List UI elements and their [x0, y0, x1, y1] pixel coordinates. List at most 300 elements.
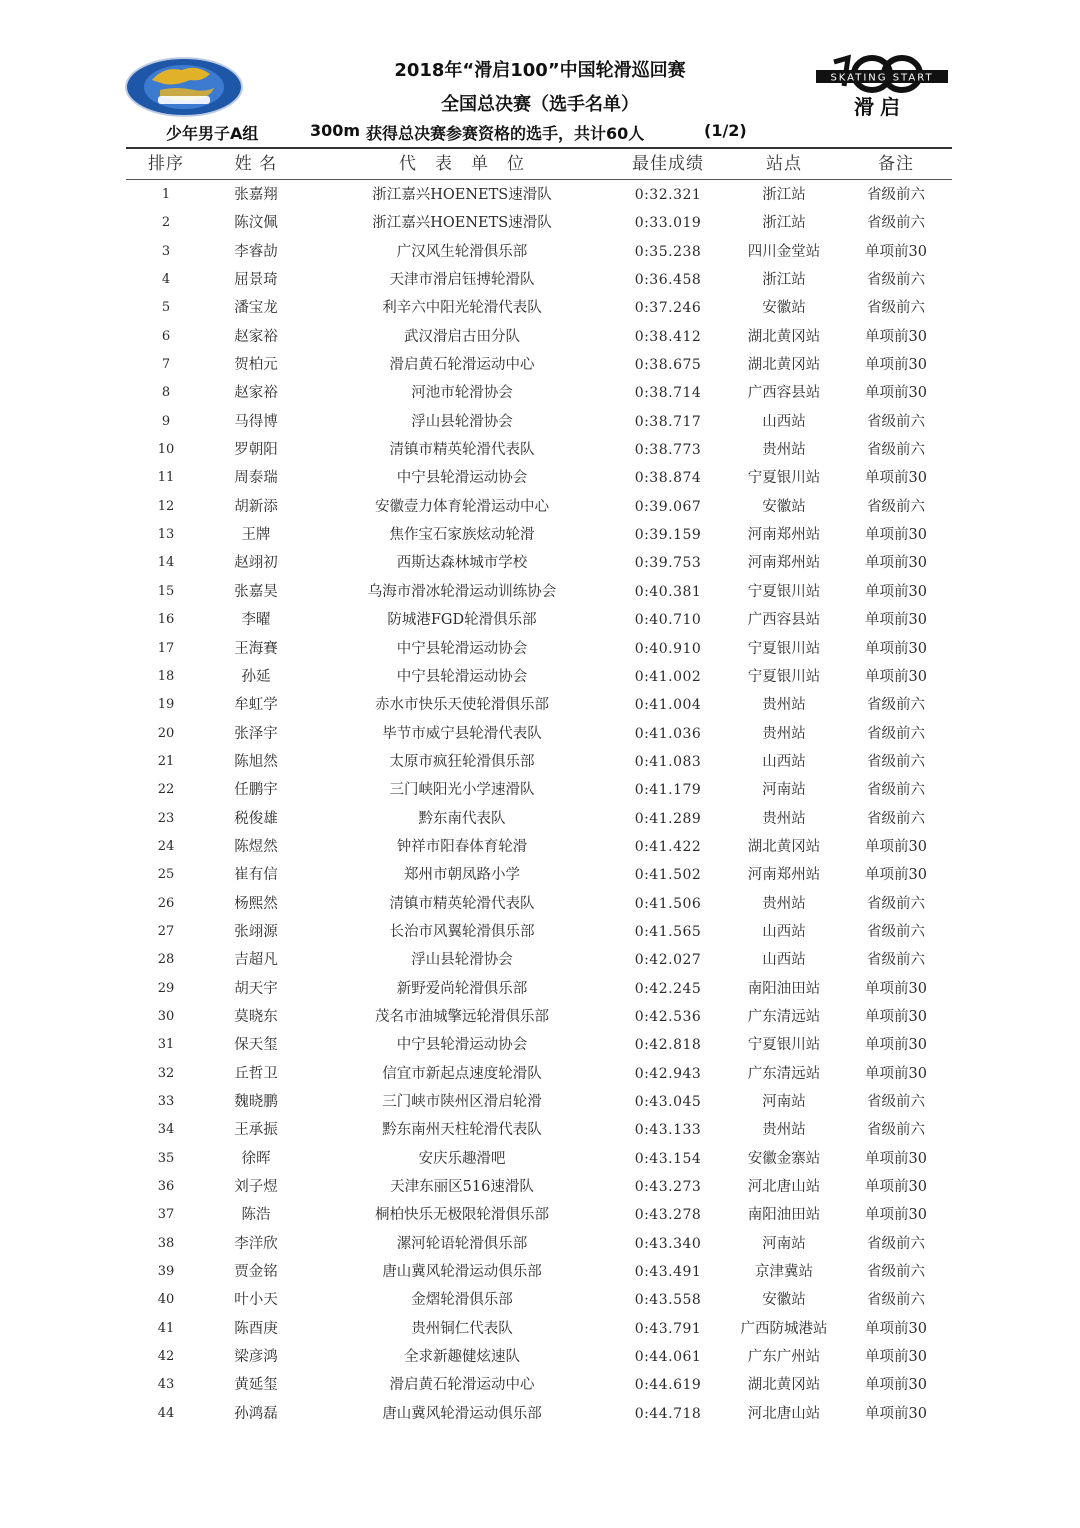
- rank-cell: 3: [161, 243, 171, 259]
- site-cell: 湖北黄冈站: [747, 838, 821, 855]
- table-row: [126, 266, 952, 294]
- unit-cell: 安徽壹力体育轮滑运动中心: [375, 498, 549, 515]
- unit-cell: 新野爱尚轮滑俱乐部: [396, 980, 528, 997]
- name-cell: 崔有信: [234, 867, 278, 884]
- site-cell: 山西站: [762, 923, 806, 940]
- site-cell: 贵州站: [762, 725, 806, 742]
- qualification-description: 获得总决赛参赛资格的选手，共计60人: [366, 124, 645, 143]
- rank-cell: 41: [157, 1320, 175, 1336]
- best-time-cell: 0:42.536: [634, 1008, 702, 1025]
- rank-cell: 34: [157, 1122, 175, 1138]
- best-time-cell: 0:41.083: [634, 753, 702, 770]
- note-cell: 单项前30: [865, 1179, 927, 1196]
- unit-cell: 西斯达森林城市学校: [396, 555, 528, 572]
- unit-cell: 钟祥市阳春体育轮滑: [396, 838, 528, 855]
- table-row: [126, 209, 952, 237]
- note-cell: 单项前30: [865, 838, 927, 855]
- name-cell: 孙鸿磊: [234, 1405, 278, 1422]
- unit-cell: 清镇市精英轮滑代表队: [389, 895, 535, 912]
- note-cell: 省级前六: [867, 1292, 925, 1309]
- brand-chinese-text: 滑启: [854, 95, 906, 119]
- rank-cell: 33: [157, 1094, 175, 1109]
- site-cell: 贵州站: [762, 697, 806, 714]
- note-cell: 单项前30: [865, 1207, 927, 1224]
- name-cell: 贺柏元: [234, 357, 278, 374]
- name-cell: 赵家裕: [234, 385, 278, 402]
- note-cell: 单项前30: [865, 867, 927, 884]
- rank-cell: 29: [157, 980, 175, 996]
- unit-cell: 全求新趣健炫速队: [404, 1349, 520, 1366]
- rank-cell: 31: [157, 1037, 175, 1053]
- best-time-cell: 0:39.067: [634, 498, 702, 515]
- rank-cell: 16: [157, 612, 175, 628]
- table-row: [126, 975, 952, 1003]
- rank-cell: 24: [157, 838, 175, 854]
- rank-cell: 23: [157, 810, 175, 826]
- best-time-cell: 0:38.717: [634, 413, 702, 430]
- site-cell: 浙江站: [762, 215, 806, 232]
- note-cell: 单项前30: [865, 1008, 927, 1025]
- unit-cell: 中宁县轮滑运动协会: [396, 470, 528, 487]
- note-cell: 省级前六: [867, 952, 925, 969]
- note-cell: 省级前六: [867, 697, 925, 714]
- table-row: [126, 181, 952, 209]
- column-header-rank: 排序: [148, 154, 184, 174]
- note-cell: 省级前六: [867, 1122, 925, 1139]
- table-row: [126, 1400, 952, 1428]
- unit-cell: 武汉滑启古田分队: [404, 328, 520, 345]
- rank-cell: 43: [157, 1377, 175, 1393]
- rank-cell: 14: [157, 555, 175, 571]
- note-cell: 省级前六: [867, 895, 925, 912]
- best-time-cell: 0:41.004: [634, 697, 702, 714]
- rank-cell: 1: [161, 187, 171, 202]
- note-cell: 省级前六: [867, 1264, 925, 1281]
- site-cell: 安徽站: [762, 498, 806, 515]
- rank-cell: 7: [161, 357, 171, 373]
- rank-cell: 40: [157, 1292, 175, 1308]
- rank-cell: 2: [161, 215, 171, 231]
- note-cell: 单项前30: [865, 1150, 927, 1167]
- note-cell: 省级前六: [867, 810, 925, 827]
- note-cell: 省级前六: [867, 300, 925, 317]
- name-cell: 黄延玺: [234, 1377, 278, 1394]
- unit-cell: 长治市风翼轮滑俱乐部: [389, 923, 535, 940]
- name-cell: 牟虹学: [234, 697, 278, 714]
- best-time-cell: 0:41.506: [634, 895, 702, 912]
- best-time-cell: 0:43.278: [634, 1207, 702, 1224]
- name-cell: 陈煜然: [234, 838, 278, 855]
- note-cell: 单项前30: [865, 555, 927, 572]
- note-cell: 省级前六: [867, 753, 925, 770]
- table-row: [126, 1145, 952, 1173]
- site-cell: 宁夏银川站: [747, 640, 821, 657]
- best-time-cell: 0:43.154: [634, 1150, 702, 1167]
- name-cell: 陈浩: [241, 1207, 271, 1224]
- note-cell: 省级前六: [867, 498, 925, 515]
- note-cell: 单项前30: [865, 640, 927, 657]
- best-time-cell: 0:38.714: [634, 385, 702, 402]
- table-row: [126, 805, 952, 833]
- table-top-rule: [126, 147, 952, 149]
- unit-cell: 浙江嘉兴HOENETS速滑队: [372, 187, 552, 203]
- name-cell: 陈汶佩: [234, 215, 278, 232]
- rank-cell: 28: [157, 952, 175, 968]
- table-row: [126, 833, 952, 861]
- table-row: [126, 1201, 952, 1229]
- name-cell: 贾金铭: [234, 1264, 278, 1281]
- rank-cell: 20: [157, 725, 175, 741]
- note-cell: 单项前30: [865, 243, 927, 260]
- site-cell: 安徽站: [762, 1292, 806, 1309]
- best-time-cell: 0:42.027: [634, 952, 702, 969]
- unit-cell: 浮山县轮滑协会: [411, 952, 513, 969]
- site-cell: 山西站: [762, 413, 806, 430]
- site-cell: 河南站: [762, 1094, 806, 1110]
- site-cell: 四川金堂站: [747, 243, 821, 260]
- table-header: [126, 150, 952, 178]
- best-time-cell: 0:43.491: [634, 1264, 702, 1281]
- document-subtitle: 全国总决赛（选手名单）: [441, 94, 639, 115]
- site-cell: 广东清远站: [747, 1008, 821, 1025]
- name-cell: 李曜: [241, 612, 271, 629]
- note-cell: 省级前六: [867, 413, 925, 430]
- rank-cell: 19: [157, 697, 175, 713]
- best-time-cell: 0:41.179: [634, 782, 702, 799]
- page-indicator: (1/2): [704, 121, 747, 140]
- best-time-cell: 0:43.045: [634, 1094, 702, 1110]
- best-time-cell: 0:43.791: [634, 1320, 702, 1337]
- table-row: [126, 464, 952, 492]
- distance-label: 300m: [310, 121, 361, 140]
- document-title: 2018年“滑启100”中国轮滑巡回赛: [394, 60, 686, 81]
- unit-cell: 太原市疯狂轮滑俱乐部: [389, 753, 535, 770]
- name-cell: 王承振: [234, 1122, 278, 1139]
- rank-cell: 37: [157, 1207, 175, 1223]
- name-cell: 潘宝龙: [234, 300, 278, 317]
- rank-cell: 42: [157, 1349, 175, 1365]
- name-cell: 张翊源: [234, 923, 278, 940]
- name-cell: 张嘉翔: [234, 187, 278, 203]
- site-cell: 湖北黄冈站: [747, 1377, 821, 1394]
- unit-cell: 唐山冀风轮滑运动俱乐部: [382, 1405, 542, 1422]
- table-row: [126, 776, 952, 804]
- rank-cell: 32: [157, 1065, 175, 1081]
- unit-cell: 天津东丽区516速滑队: [390, 1179, 534, 1196]
- column-header-unit: 代 表 单 位: [399, 154, 525, 174]
- best-time-cell: 0:42.943: [634, 1065, 702, 1082]
- table-row: [126, 748, 952, 776]
- note-cell: 单项前30: [865, 357, 927, 374]
- table-row: [126, 720, 952, 748]
- name-cell: 刘子煜: [234, 1179, 278, 1196]
- site-cell: 贵州站: [762, 895, 806, 912]
- rank-cell: 9: [161, 413, 171, 429]
- best-time-cell: 0:41.502: [634, 867, 702, 884]
- note-cell: 省级前六: [867, 442, 925, 459]
- name-cell: 胡天宇: [234, 980, 278, 997]
- name-cell: 屈景琦: [234, 272, 278, 289]
- name-cell: 杨熙然: [234, 895, 278, 912]
- unit-cell: 中宁县轮滑运动协会: [396, 668, 528, 685]
- site-cell: 湖北黄冈站: [747, 328, 821, 345]
- unit-cell: 广汉风生轮滑俱乐部: [396, 243, 528, 260]
- rank-cell: 27: [157, 923, 175, 939]
- best-time-cell: 0:40.710: [634, 612, 702, 629]
- column-header-site: 站点: [766, 154, 802, 174]
- unit-cell: 焦作宝石家族炫动轮滑: [389, 527, 535, 544]
- rank-cell: 22: [157, 782, 175, 798]
- unit-cell: 天津市滑启钰搏轮滑队: [389, 272, 535, 289]
- name-cell: 胡新添: [234, 498, 278, 515]
- table-row: [126, 493, 952, 521]
- column-header-name: 姓 名: [234, 154, 278, 174]
- table-row: [126, 408, 952, 436]
- rank-cell: 4: [161, 272, 171, 288]
- unit-cell: 中宁县轮滑运动协会: [396, 1037, 528, 1054]
- site-cell: 南阳油田站: [747, 980, 821, 997]
- note-cell: 单项前30: [865, 980, 927, 997]
- best-time-cell: 0:41.565: [634, 923, 702, 940]
- site-cell: 湖北黄冈站: [747, 357, 821, 374]
- table-row: [126, 946, 952, 974]
- site-cell: 宁夏银川站: [747, 583, 821, 600]
- column-header-best-time: 最佳成绩: [632, 154, 704, 174]
- unit-cell: 滑启黄石轮滑运动中心: [389, 1377, 535, 1394]
- unit-cell: 信宜市新起点速度轮滑队: [382, 1065, 542, 1082]
- unit-cell: 清镇市精英轮滑代表队: [389, 442, 535, 459]
- best-time-cell: 0:42.245: [634, 980, 702, 997]
- rank-cell: 18: [157, 668, 175, 684]
- name-cell: 吉超凡: [234, 952, 278, 969]
- best-time-cell: 0:44.619: [634, 1377, 702, 1394]
- rank-cell: 21: [157, 753, 175, 769]
- note-cell: 省级前六: [867, 923, 925, 940]
- best-time-cell: 0:43.133: [634, 1122, 702, 1139]
- site-cell: 广西容县站: [747, 612, 821, 629]
- group-label: 少年男子A组: [166, 124, 259, 143]
- rank-cell: 30: [157, 1008, 175, 1024]
- name-cell: 王海賽: [234, 640, 278, 657]
- name-cell: 徐晖: [241, 1150, 271, 1167]
- site-cell: 广东清远站: [747, 1065, 821, 1082]
- best-time-cell: 0:39.753: [634, 555, 702, 572]
- table-row: [126, 663, 952, 691]
- unit-cell: 三门峡市陕州区滑启轮滑: [382, 1094, 542, 1110]
- name-cell: 马得博: [234, 413, 278, 430]
- rank-cell: 35: [157, 1150, 175, 1166]
- rank-cell: 25: [157, 867, 175, 883]
- site-cell: 山西站: [762, 753, 806, 770]
- table-row: [126, 1060, 952, 1088]
- note-cell: 省级前六: [867, 725, 925, 742]
- site-cell: 宁夏银川站: [747, 668, 821, 685]
- table-row: [126, 691, 952, 719]
- note-cell: 单项前30: [865, 470, 927, 487]
- table-row: [126, 1088, 952, 1116]
- best-time-cell: 0:35.238: [634, 243, 702, 260]
- rank-cell: 38: [157, 1235, 175, 1251]
- unit-cell: 三门峡阳光小学速滑队: [389, 782, 535, 799]
- best-time-cell: 0:32.321: [634, 187, 702, 203]
- rank-cell: 8: [161, 385, 171, 401]
- table-row: [126, 1371, 952, 1399]
- rank-cell: 6: [161, 328, 171, 344]
- best-time-cell: 0:38.773: [634, 442, 702, 459]
- table-row: [126, 521, 952, 549]
- site-cell: 南阳油田站: [747, 1207, 821, 1224]
- best-time-cell: 0:38.412: [634, 328, 702, 345]
- rank-cell: 39: [157, 1264, 175, 1280]
- name-cell: 赵家裕: [234, 328, 278, 345]
- site-cell: 河北唐山站: [747, 1405, 821, 1422]
- table-row: [126, 635, 952, 663]
- unit-cell: 赤水市快乐天使轮滑俱乐部: [375, 697, 549, 714]
- site-cell: 河南郑州站: [747, 527, 821, 544]
- note-cell: 省级前六: [867, 272, 925, 289]
- table-row: [126, 1258, 952, 1286]
- name-cell: 王牌: [241, 527, 271, 544]
- site-cell: 浙江站: [762, 187, 806, 203]
- rank-cell: 26: [157, 895, 175, 911]
- unit-cell: 郑州市朝凤路小学: [404, 867, 520, 884]
- site-cell: 贵州站: [762, 1122, 806, 1139]
- unit-cell: 金熠轮滑俱乐部: [411, 1292, 513, 1309]
- unit-cell: 河池市轮滑协会: [411, 385, 513, 402]
- rank-cell: 5: [161, 300, 171, 316]
- note-cell: 单项前30: [865, 1320, 927, 1337]
- site-cell: 河南站: [762, 1235, 806, 1252]
- site-cell: 河南郑州站: [747, 867, 821, 884]
- rank-cell: 12: [157, 498, 175, 514]
- unit-cell: 浙江嘉兴HOENETS速滑队: [372, 215, 552, 232]
- best-time-cell: 0:37.246: [634, 300, 702, 317]
- site-cell: 山西站: [762, 952, 806, 969]
- site-cell: 安徽金寨站: [747, 1150, 821, 1167]
- note-cell: 单项前30: [865, 1349, 927, 1366]
- table-row: [126, 351, 952, 379]
- table-row: [126, 606, 952, 634]
- best-time-cell: 0:44.718: [634, 1405, 702, 1422]
- site-cell: 浙江站: [762, 272, 806, 289]
- best-time-cell: 0:33.019: [634, 215, 702, 232]
- rank-cell: 17: [157, 640, 175, 656]
- unit-cell: 桐柏快乐无极限轮滑俱乐部: [375, 1207, 549, 1224]
- site-cell: 宁夏银川站: [747, 470, 821, 487]
- unit-cell: 安庆乐趣滑吧: [418, 1150, 506, 1167]
- best-time-cell: 0:38.675: [634, 357, 702, 374]
- name-cell: 李洋欣: [234, 1235, 278, 1252]
- unit-cell: 贵州铜仁代表队: [411, 1320, 513, 1337]
- note-cell: 单项前30: [865, 612, 927, 629]
- name-cell: 陈旭然: [234, 753, 278, 770]
- header-rule: [126, 179, 952, 180]
- name-cell: 罗朝阳: [234, 442, 278, 459]
- unit-cell: 滑启黄石轮滑运动中心: [389, 357, 535, 374]
- best-time-cell: 0:36.458: [634, 272, 702, 289]
- name-cell: 李睿劼: [234, 243, 278, 260]
- unit-cell: 黔东南代表队: [418, 810, 506, 827]
- best-time-cell: 0:40.381: [634, 583, 702, 600]
- table-row: [126, 1230, 952, 1258]
- best-time-cell: 0:41.289: [634, 810, 702, 827]
- site-cell: 河南郑州站: [747, 555, 821, 572]
- unit-cell: 毕节市威宁县轮滑代表队: [382, 725, 542, 742]
- best-time-cell: 0:41.002: [634, 668, 702, 685]
- brand-english-text: SKATING START: [830, 72, 934, 84]
- rank-cell: 10: [157, 442, 175, 458]
- table-row: [126, 323, 952, 351]
- name-cell: 丘哲卫: [234, 1065, 278, 1082]
- best-time-cell: 0:43.340: [634, 1235, 702, 1252]
- note-cell: 单项前30: [865, 1377, 927, 1394]
- table-row: [126, 379, 952, 407]
- site-cell: 广西容县站: [747, 385, 821, 402]
- column-header-note: 备注: [878, 154, 914, 174]
- table-row: [126, 1286, 952, 1314]
- unit-cell: 浮山县轮滑协会: [411, 413, 513, 430]
- group-info-line: [0, 121, 1080, 145]
- unit-cell: 中宁县轮滑运动协会: [396, 640, 528, 657]
- site-cell: 贵州站: [762, 442, 806, 459]
- note-cell: 省级前六: [867, 215, 925, 232]
- unit-cell: 乌海市滑冰轮滑运动训练协会: [367, 583, 557, 600]
- unit-cell: 茂名市油城擎远轮滑俱乐部: [375, 1008, 549, 1025]
- name-cell: 赵翊初: [234, 555, 278, 572]
- rank-cell: 13: [157, 527, 175, 543]
- unit-cell: 唐山冀风轮滑运动俱乐部: [382, 1264, 542, 1281]
- note-cell: 省级前六: [867, 1094, 925, 1110]
- site-cell: 广东广州站: [747, 1349, 821, 1366]
- unit-cell: 防城港FGD轮滑俱乐部: [387, 612, 537, 629]
- best-time-cell: 0:43.558: [634, 1292, 702, 1309]
- table-row: [126, 238, 952, 266]
- best-time-cell: 0:43.273: [634, 1179, 702, 1196]
- note-cell: 省级前六: [867, 1235, 925, 1252]
- name-cell: 张泽宇: [234, 725, 278, 742]
- note-cell: 单项前30: [865, 1065, 927, 1082]
- note-cell: 单项前30: [865, 527, 927, 544]
- best-time-cell: 0:44.061: [634, 1349, 702, 1366]
- table-row: [126, 890, 952, 918]
- best-time-cell: 0:39.159: [634, 527, 702, 544]
- table-row: [126, 1031, 952, 1059]
- site-cell: 贵州站: [762, 810, 806, 827]
- note-cell: 省级前六: [867, 782, 925, 799]
- best-time-cell: 0:38.874: [634, 470, 702, 487]
- name-cell: 魏晓鹏: [234, 1094, 278, 1110]
- site-cell: 安徽站: [762, 300, 806, 317]
- best-time-cell: 0:41.036: [634, 725, 702, 742]
- note-cell: 单项前30: [865, 328, 927, 345]
- table-row: [126, 436, 952, 464]
- name-cell: 张嘉昊: [234, 583, 278, 600]
- note-cell: 单项前30: [865, 1405, 927, 1422]
- table-row: [126, 861, 952, 889]
- name-cell: 莫晓东: [234, 1008, 278, 1025]
- site-cell: 河南站: [762, 782, 806, 799]
- note-cell: 单项前30: [865, 1037, 927, 1054]
- unit-cell: 利辛六中阳光轮滑代表队: [382, 300, 542, 317]
- name-cell: 孙延: [241, 668, 271, 685]
- note-cell: 单项前30: [865, 385, 927, 402]
- best-time-cell: 0:42.818: [634, 1037, 702, 1054]
- unit-cell: 漯河轮语轮滑俱乐部: [396, 1235, 528, 1252]
- name-cell: 保天玺: [234, 1037, 278, 1054]
- table-row: [126, 549, 952, 577]
- name-cell: 周泰瑞: [234, 470, 278, 487]
- rank-cell: 11: [157, 470, 175, 486]
